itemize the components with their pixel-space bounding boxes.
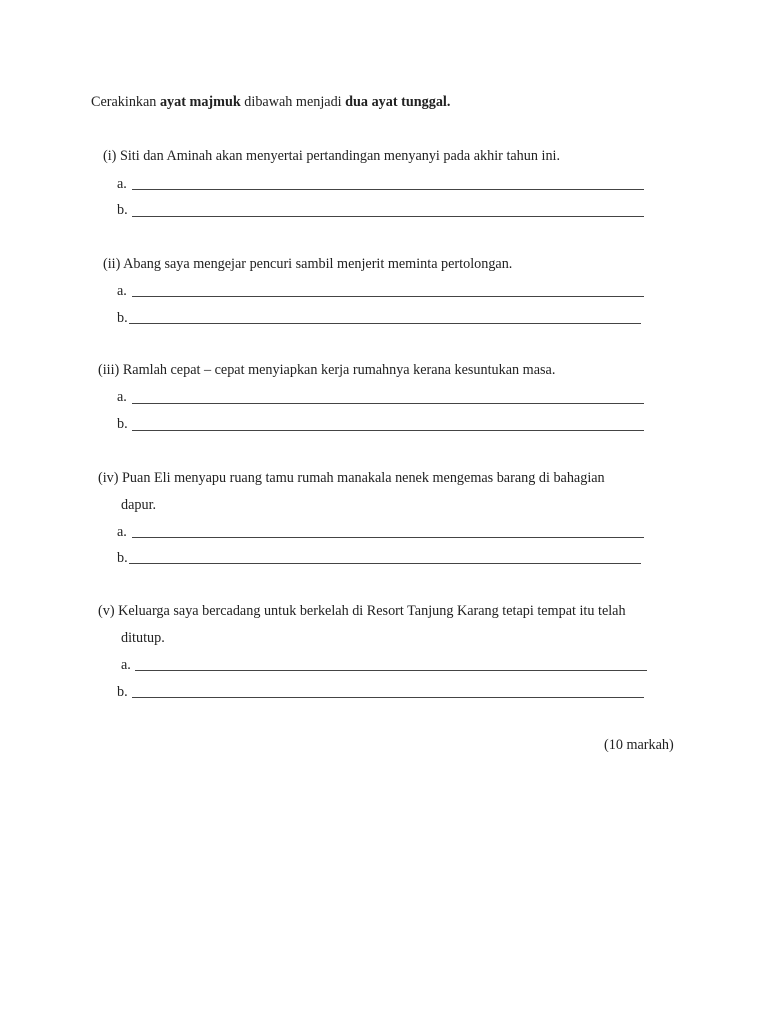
- question-4: [98, 471, 605, 485]
- instruction-text: [91, 95, 450, 109]
- question-number: (iii): [98, 362, 120, 378]
- answer-label-3b: b.: [117, 416, 128, 432]
- answer-label-2b: b.: [117, 310, 128, 326]
- question-text: Abang saya mengejar pencuri sambil menjerit meminta pertolongan.: [123, 256, 513, 272]
- answer-line-5b[interactable]: [132, 697, 644, 698]
- question-number: (ii): [103, 256, 121, 272]
- answer-line-2a[interactable]: [132, 296, 644, 297]
- answer-line-3b[interactable]: [132, 430, 644, 431]
- question-text: Ramlah cepat – cepat menyiapkan kerja rumahnya kerana kesuntukan masa.: [122, 362, 556, 378]
- answer-line-1b[interactable]: [132, 216, 644, 217]
- answer-line-5a[interactable]: [135, 670, 647, 671]
- question-number: (i): [103, 148, 117, 164]
- instruction-bold2: dua ayat tunggal.: [345, 94, 451, 110]
- question-5: [98, 604, 626, 618]
- answer-line-1a[interactable]: [132, 189, 644, 190]
- answer-label-5b: b.: [117, 684, 128, 700]
- answer-label-2a: a.: [117, 283, 127, 299]
- answer-label-4b: b.: [117, 550, 128, 566]
- answer-label-1b: b.: [117, 202, 128, 218]
- answer-label-4a: a.: [117, 524, 127, 540]
- answer-label-3a: a.: [117, 389, 127, 405]
- question-1: [103, 149, 560, 163]
- question-4-continuation: dapur.: [121, 497, 157, 513]
- question-3: [98, 363, 555, 377]
- answer-label-1a: a.: [117, 176, 127, 192]
- instruction-bold1: ayat majmuk: [159, 94, 241, 110]
- instruction-part2: dibawah menjadi: [240, 94, 346, 110]
- question-2: [103, 257, 512, 271]
- question-number: (v): [98, 603, 115, 619]
- instruction-part1: Cerakinkan: [91, 94, 160, 110]
- answer-line-4a[interactable]: [132, 537, 644, 538]
- question-text: Puan Eli menyapu ruang tamu rumah manakala nenek mengemas barang di bahagian: [122, 470, 605, 486]
- question-number: (iv): [98, 470, 119, 486]
- total-marks: (10 markah): [604, 737, 674, 753]
- question-text: Keluarga saya bercadang untuk berkelah di Resort Tanjung Karang tetapi tempat itu telah: [118, 603, 626, 619]
- answer-line-4b[interactable]: [129, 563, 641, 564]
- question-5-continuation: ditutup.: [121, 630, 165, 646]
- answer-line-2b[interactable]: [129, 323, 641, 324]
- answer-label-5a: a.: [121, 657, 131, 673]
- answer-line-3a[interactable]: [132, 403, 644, 404]
- question-text: Siti dan Aminah akan menyertai pertandingan menyanyi pada akhir tahun ini.: [119, 148, 561, 164]
